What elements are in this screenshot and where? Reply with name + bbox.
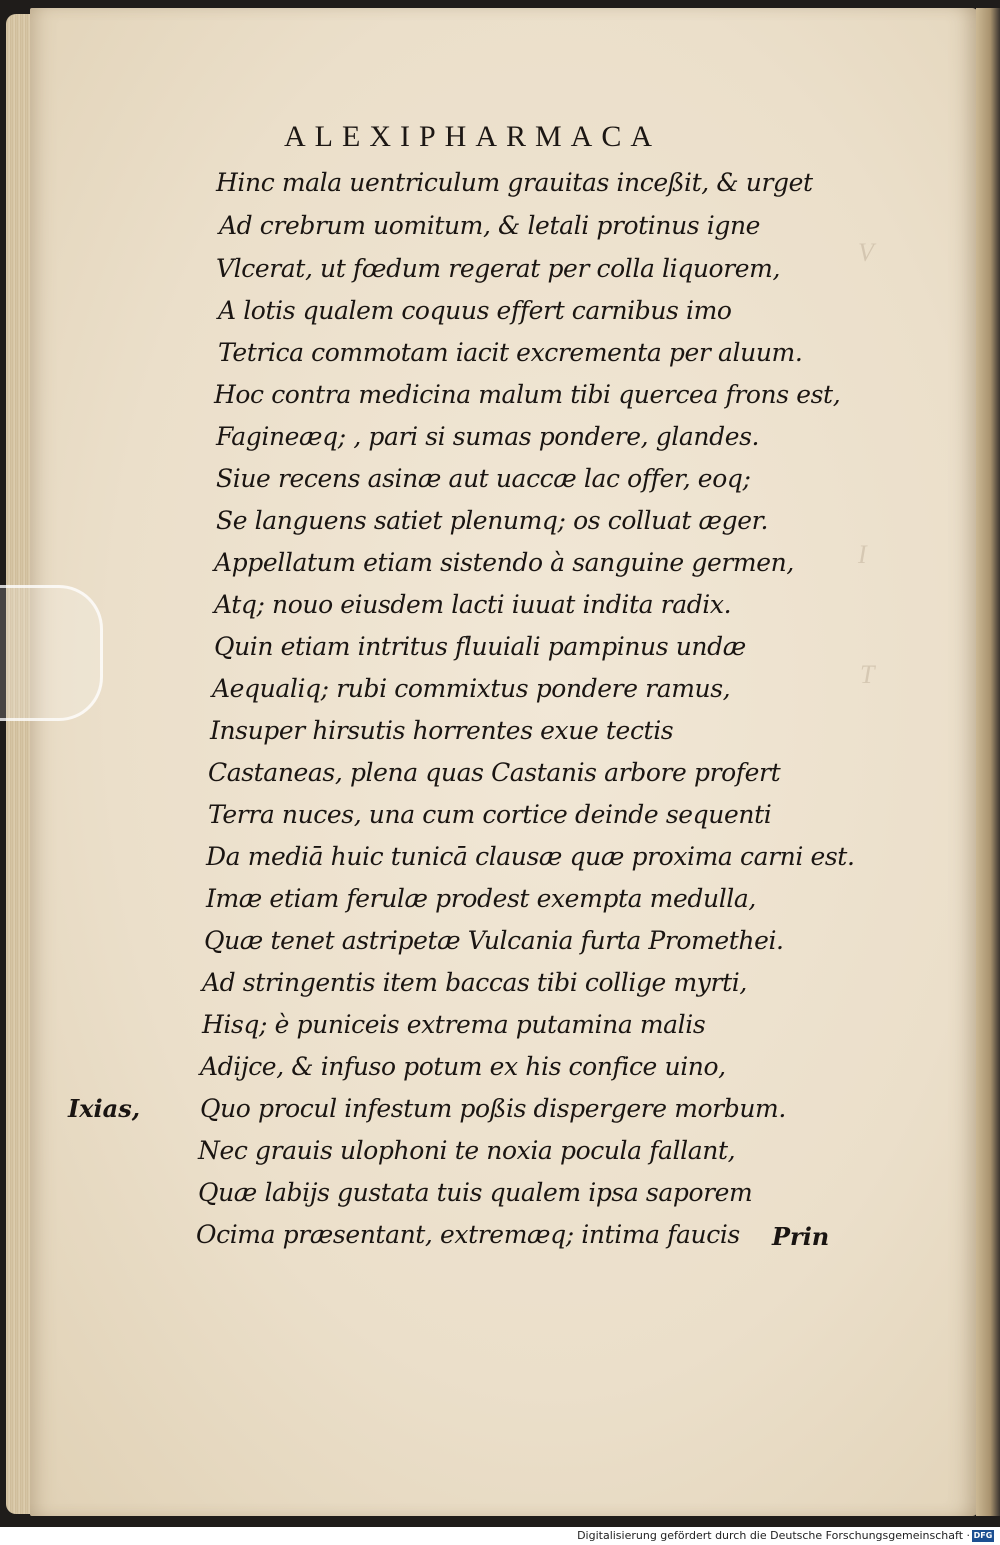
verse-line: Insuper hirsutis horrentes exue tectis [210, 716, 674, 745]
running-head: ALEXIPHARMACA [284, 120, 662, 153]
verse-line: Hoc contra medicina malum tibi quercea frons est, [214, 380, 841, 409]
verse-line: A lotis qualem coquus effert carnibus imo [218, 296, 732, 325]
verse-line: Ad stringentis item baccas tibi collige myrti, [202, 968, 747, 997]
margin-note: Ixias, [68, 1094, 141, 1123]
verse-line: Terra nuces, una cum cortice deinde sequenti [208, 800, 772, 829]
verse-line: Atq; nouo eiusdem lacti iuuat indita radix. [214, 590, 732, 619]
verse-line: Appellatum etiam sistendo à sanguine germen, [214, 548, 794, 577]
verse-line: Siue recens asinæ aut uaccæ lac offer, eoq; [216, 464, 751, 493]
verse-line: Castaneas, plena quas Castanis arbore profert [208, 758, 781, 787]
page-clip [0, 585, 103, 721]
bleed-through-mark: V [858, 238, 874, 267]
verse-line: Imæ etiam ferulæ prodest exempta medulla, [206, 884, 756, 913]
bleed-through-mark: I [858, 540, 867, 569]
footer-bar [0, 1527, 1000, 1545]
verse-line: Ad crebrum uomitum, & letali protinus igne [219, 211, 761, 240]
verse-line: Fagineæq; , pari si sumas pondere, glandes. [216, 422, 760, 451]
verse-line: Quæ tenet astripetæ Vulcania furta Promethei. [204, 926, 784, 955]
verse-line: Quin etiam intritus fluuiali pampinus undæ [214, 632, 746, 661]
verse-line: Quo procul infestum poßis dispergere morbum. [200, 1094, 786, 1123]
verse-line: Adijce, & infuso potum ex his confice uino, [200, 1052, 726, 1081]
binding-shadow [976, 8, 1000, 1516]
verse-line: Quæ labijs gustata tuis qualem ipsa saporem [198, 1178, 753, 1207]
verse-line: Vlcerat, ut fœdum regerat per colla liquorem, [216, 254, 780, 283]
footer-credit: Digitalisierung gefördert durch die Deutsche Forschungsgemeinschaft · [577, 1529, 970, 1542]
verse-line: Da mediā huic tunicā clausæ quæ proxima carni est. [206, 842, 855, 871]
bleed-through-mark: T [860, 660, 875, 689]
verse-line: Tetrica commotam iacit excrementa per aluum. [218, 338, 803, 367]
verse-line: Hinc mala uentriculum grauitas inceßit, & urget [216, 168, 813, 197]
dfg-logo: DFG [973, 1531, 993, 1540]
catchword: Prin [772, 1222, 830, 1251]
verse-line: Se languens satiet plenumq; os colluat æger. [216, 506, 769, 535]
verse-line: Nec grauis ulophoni te noxia pocula fallant, [198, 1136, 736, 1165]
verse-line: Ocima præsentant, extremæq; intima faucis [196, 1220, 740, 1249]
verse-line: Aequaliq; rubi commixtus pondere ramus, [212, 674, 731, 703]
verse-line: Hisq; è puniceis extrema putamina malis [202, 1010, 706, 1039]
